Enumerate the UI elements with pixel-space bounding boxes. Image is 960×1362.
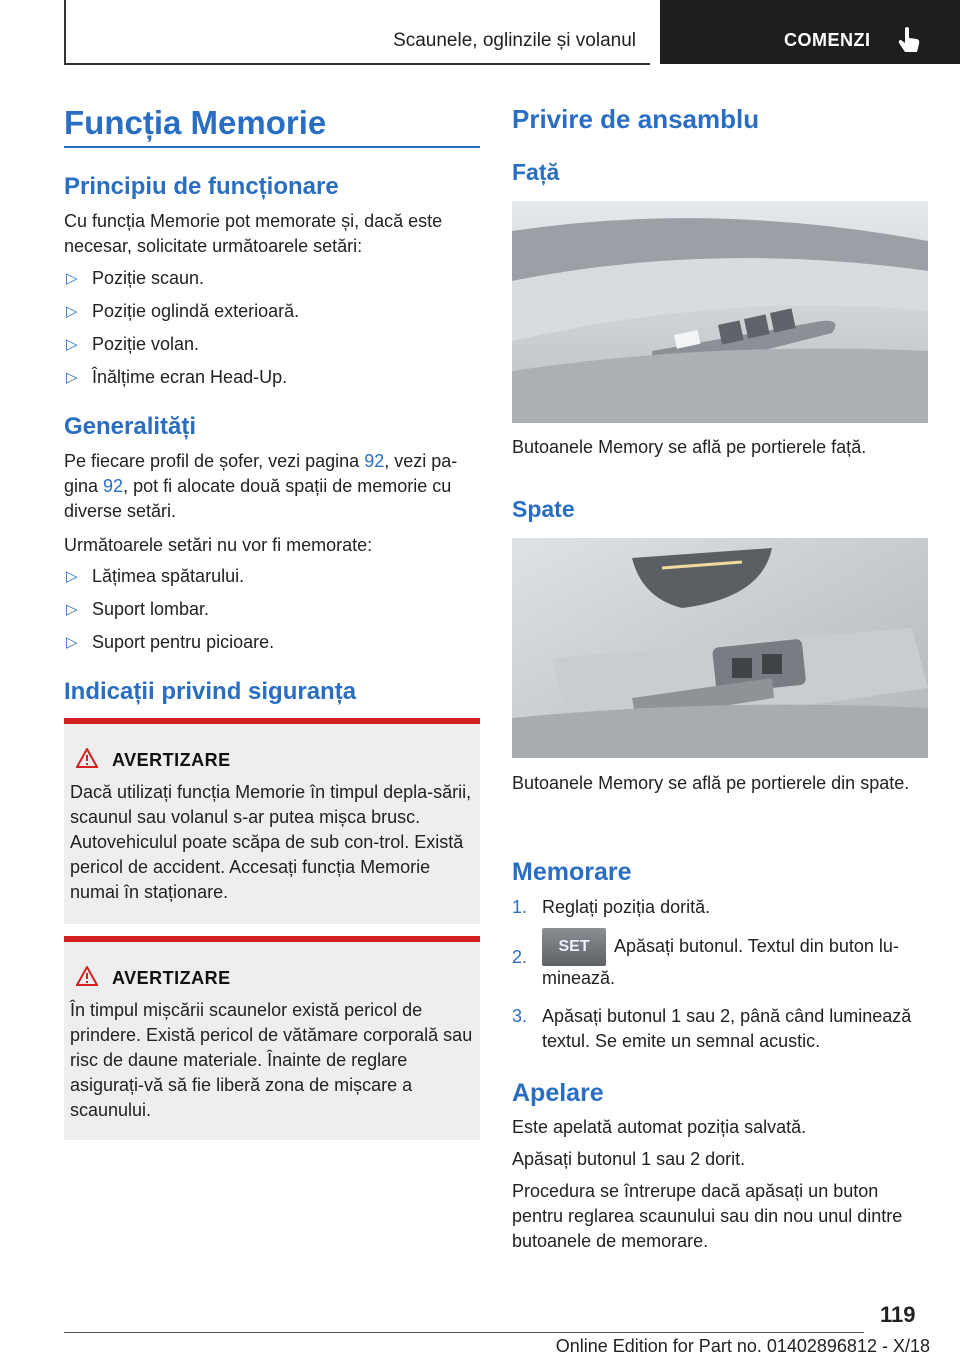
front-caption: Butoanele Memory se află pe portierele față.: [512, 437, 867, 457]
triangle-bullet-icon: ▷: [66, 336, 78, 353]
recall-heading: Apelare: [512, 1079, 604, 1107]
step-item: 1. Reglați poziția dorită.: [512, 897, 711, 917]
header-left-rule: [64, 0, 66, 64]
front-door-illustration: [512, 201, 928, 423]
warning-triangle-icon: [76, 966, 98, 986]
principle-intro: Cu funcția Memorie pot memorate și, dacă este necesar, solicitate următoarele setări:: [64, 211, 443, 256]
triangle-bullet-icon: ▷: [66, 270, 78, 287]
warning-triangle-icon: [76, 748, 98, 768]
general-paragraph: Pe fiecare profil de șofer, vezi pagina 92, vezi pa-gina 92, pot fi alocate două spații de memorie cu diverse setări.: [64, 451, 458, 521]
section-title: Scaunele, oglinzile și volanul: [393, 30, 636, 51]
page-title: Funcția Memorie: [64, 104, 327, 141]
warning-box: [64, 936, 480, 1140]
list-item: ▷ Poziție oglindă exterioară.: [64, 299, 299, 324]
triangle-bullet-icon: ▷: [66, 568, 78, 585]
hand-pointer-icon: [896, 26, 922, 54]
warning-text: În timpul mișcării scaunelor există pericol de prindere. Există pericol de vătămare corporală sau risc de daune materiale. Înainte de reglare asigurați-vă să fie liberă zona de mișcare a scaunului.: [70, 1000, 473, 1120]
recall-p3: Procedura se întrerupe dacă apăsați un buton pentru reglarea scaunului sau din nou unul dintre butoanele de memorare.: [512, 1181, 903, 1251]
step-item: 2. SET Apăsați butonul. Textul din buton lu-minează.: [512, 928, 928, 991]
chapter-tab-label: COMENZI: [784, 30, 871, 50]
page-link[interactable]: 92: [364, 451, 385, 471]
warning-text: Dacă utilizați funcția Memorie în timpul depla-sării, scaunul sau volanul s-ar putea mișca brusc. Autovehiculul poate scăpa de sub con-trol. Există pericol de accident. Accesați funcția Memorie numai în staționare.: [70, 782, 472, 902]
list-item: ▷ Suport pentru picioare.: [64, 630, 274, 655]
front-heading: Față: [512, 159, 560, 185]
list-item: ▷ Poziție volan.: [64, 332, 199, 357]
triangle-bullet-icon: ▷: [66, 634, 78, 651]
warning-box: [64, 718, 480, 924]
principle-heading: Principiu de funcționare: [64, 173, 339, 200]
page-link[interactable]: 92: [103, 476, 124, 496]
edition-note: Online Edition for Part no. 01402896812 - X/18: [555, 1336, 930, 1356]
warning-label: AVERTIZARE: [112, 750, 231, 770]
list-item: ▷ Suport lombar.: [64, 597, 209, 622]
list-item: ▷ Înălțime ecran Head-Up.: [64, 365, 287, 390]
triangle-bullet-icon: ▷: [66, 369, 78, 386]
store-heading: Memorare: [512, 858, 632, 886]
title-rule: [64, 146, 480, 148]
triangle-bullet-icon: ▷: [66, 303, 78, 320]
chapter-tab[interactable]: [660, 0, 960, 64]
rear-heading: Spate: [512, 496, 575, 522]
rear-caption: Butoanele Memory se află pe portierele din spate.: [512, 773, 910, 793]
recall-p1: Este apelată automat poziția salvată.: [512, 1117, 807, 1137]
general-heading: Generalități: [64, 413, 197, 440]
header-bottom-rule: [64, 63, 650, 65]
general-note: Următoarele setări nu vor fi memorate:: [64, 535, 373, 555]
set-button[interactable]: SET: [542, 928, 606, 966]
front-door-photo: [512, 201, 928, 423]
rear-door-illustration: [512, 538, 928, 758]
safety-heading: Indicații privind siguranța: [64, 678, 357, 705]
footer-rule: [64, 1332, 864, 1333]
overview-heading: Privire de ansamblu: [512, 104, 760, 134]
warning-label: AVERTIZARE: [112, 968, 231, 988]
step-item: 3. Apăsați butonul 1 sau 2, până când luminează textul. Se emite un semnal acustic.: [512, 1006, 912, 1051]
page-number: 119: [880, 1302, 916, 1327]
list-item: ▷ Lățimea spătarului.: [64, 564, 244, 589]
rear-door-photo: [512, 538, 928, 758]
recall-p2: Apăsați butonul 1 sau 2 dorit.: [512, 1149, 746, 1169]
list-item: ▷ Poziție scaun.: [64, 266, 204, 291]
triangle-bullet-icon: ▷: [66, 601, 78, 618]
